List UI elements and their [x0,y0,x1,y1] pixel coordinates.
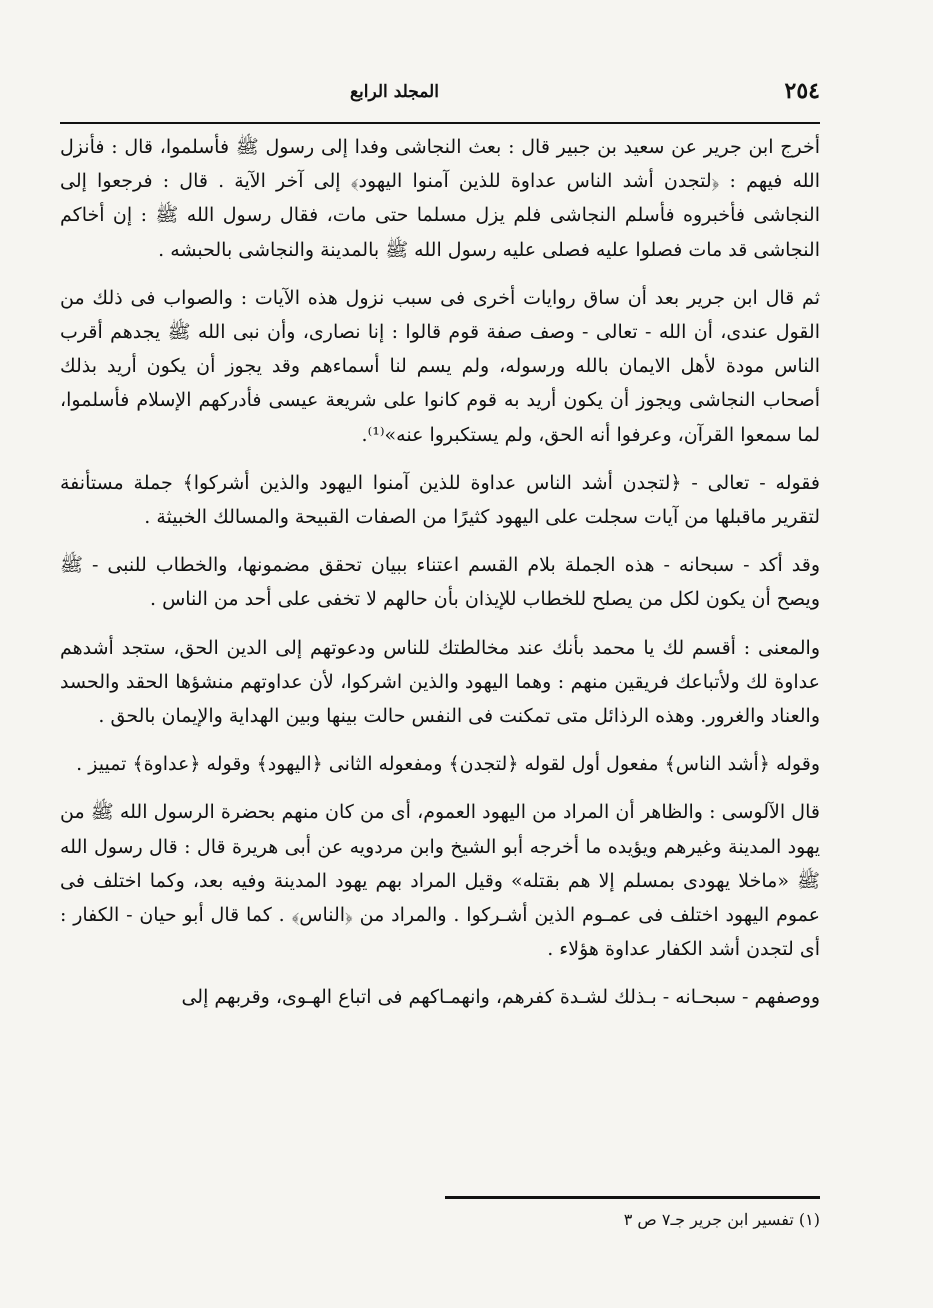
footnote: (١) تفسير ابن جرير جـ٧ ص ٣ [623,1210,820,1229]
paragraph-2: ثم قال ابن جرير بعد أن ساق روايات أخرى فى سبب نزول هذه الآيات : والصواب فى ذلك من القول عندى، أن الله - تعالى - وصف صفة قوم قالوا : إنا نصارى، وأن نبى الله ﷺ يجدهم أقرب الناس مودة لأهل الايمان بالله ورسوله، ولم يسم لنا أسماءهم وقد يجوز أن يكون أريد بذلك أصحاب النجاشى ويجوز أن يكون أريد به قوم كانوا على شريعة عيسى فأدركهم الإسلام فأسلموا، لما سمعوا القرآن، وعرفوا أنه الحق، ولم يستكبروا عنه»⁽¹⁾. [60,286,820,446]
paragraph-3: فقوله - تعالى - ﴿لتجدن أشد الناس عداوة للذين آمنوا اليهود والذين أشركوا﴾ جملة مستأنفة لتقرير ماقبلها من آيات سجلت على اليهود كثيرًا من الصفات القبيحة والمسالك الخبيثة . [60,471,820,529]
paragraph-6: وقوله ﴿أشد الناس﴾ مفعول أول لقوله ﴿لتجدن﴾ ومفعوله الثانى ﴿اليهود﴾ وقوله ﴿عداوة﴾ تمييز . [76,753,820,776]
footnote-rule [445,1196,820,1199]
volume-title: المجلد الرابع [350,82,439,102]
paragraph-8: ووصفهم - سبحـانه - بـذلك لشـدة كفرهم، وانهمـاكهم فى اتباع الهـوى، وقربهم إلى [181,986,820,1009]
book-page [60,60,820,1260]
paragraph-4: وقد أكد - سبحانه - هذه الجملة بلام القسم اعتناء ببيان تحقق مضمونها، والخطاب للنبى - ﷺ ويصح أن يكون لكل من يصلح للخطاب للإيذان بأن حالهم لا تخفى على أحد من الناس . [60,554,820,611]
paragraph-7: قال الآلوسى : والظاهر أن المراد من اليهود العموم، أى من كان منهم بحضرة الرسول الله ﷺ من يهود المدينة وغيرهم ويؤيده ما أخرجه أبو الشيخ وابن مردويه عن أبى هريرة قال : قال رسول الله ﷺ «ماخلا يهودى بمسلم إلا هم بقتله» وقيل المراد بهم يهود المدينة وفيه بعد، وكما اختلف فى عموم اليهود اختلف فى عمـوم الذين أشـركوا . والمراد من ﴿الناس﴾ . كما قال أبو حيان - الكفار : أى لتجدن أشد الكفار عداوة هؤلاء . [60,801,820,961]
paragraph-1: أخرج ابن جرير عن سعيد بن جبير قال : بعث النجاشى وفدا إلى رسول ﷺ فأسلموا، قال : فأنزل الله فيهم : ﴿لتجدن أشد الناس عداوة للذين آمنوا اليهود﴾ إلى آخر الآية . قال : فرجعوا إلى النجاشى فأخبروه فأسلم النجاشى فلم يزل مسلما حتى مات، فقال رسول الله ﷺ : إن أخاكم النجاشى قد مات فصلوا عليه فصلى عليه رسول الله ﷺ بالمدينة والنجاشى بالحبشه . [60,136,820,261]
page-body [60,130,820,1023]
page-number: ٢٥٤ [784,78,820,104]
header-rule [60,122,820,124]
page-header [60,78,820,118]
paragraph-5: والمعنى : أقسم لك يا محمد بأنك عند مخالطتك للناس ودعوتهم إلى الدين الحق، ستجد أشدهم عداوة لك ولأتباعك فريقين منهم : وهما اليهود والذين اشركوا، لأن عداوتهم منشؤها الحقد والحسد والعناد والغرور. وهذه الرذائل متى تمكنت فى النفس حالت بينها وبين الهداية والإيمان بالحق . [60,636,820,728]
